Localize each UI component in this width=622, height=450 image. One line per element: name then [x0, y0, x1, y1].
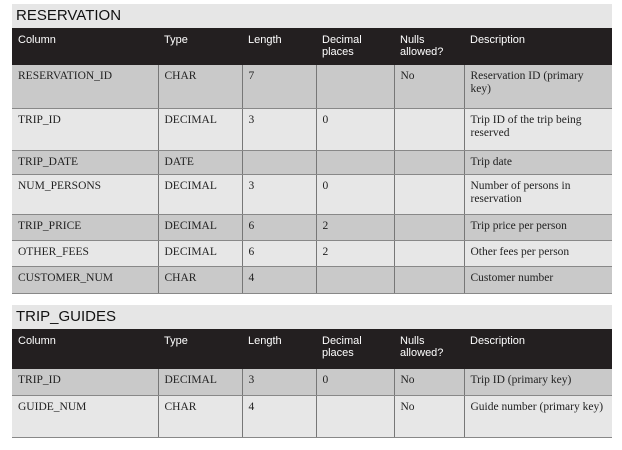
- cell: 6: [242, 240, 316, 266]
- cell: [316, 395, 394, 437]
- cell: Trip price per person: [464, 214, 612, 240]
- cell: [394, 108, 464, 150]
- reservation-section: [12, 4, 612, 294]
- type-header: Type: [158, 329, 242, 369]
- nulls-allowed-header: Nulls allowed?: [394, 329, 464, 369]
- table-row: [12, 150, 612, 174]
- cell: Other fees per person: [464, 240, 612, 266]
- header-row: [12, 329, 612, 369]
- cell: DECIMAL: [158, 214, 242, 240]
- cell: 4: [242, 395, 316, 437]
- cell: TRIP_DATE: [12, 150, 158, 174]
- cell: NUM_PERSONS: [12, 174, 158, 214]
- cell: [394, 150, 464, 174]
- cell: 2: [316, 214, 394, 240]
- length-header: Length: [242, 329, 316, 369]
- decimal-places-header: Decimal places: [316, 28, 394, 65]
- cell: [394, 240, 464, 266]
- description-header: Description: [464, 329, 612, 369]
- cell: DECIMAL: [158, 369, 242, 395]
- cell: 0: [316, 108, 394, 150]
- cell: CHAR: [158, 266, 242, 293]
- cell: 7: [242, 65, 316, 108]
- cell: DECIMAL: [158, 108, 242, 150]
- cell: No: [394, 369, 464, 395]
- cell: 3: [242, 108, 316, 150]
- cell: RESERVATION_ID: [12, 65, 158, 108]
- cell: GUIDE_NUM: [12, 395, 158, 437]
- cell: Trip ID of the trip being reserved: [464, 108, 612, 150]
- cell: 4: [242, 266, 316, 293]
- nulls-allowed-header: Nulls allowed?: [394, 28, 464, 65]
- length-header: Length: [242, 28, 316, 65]
- cell: OTHER_FEES: [12, 240, 158, 266]
- column-header: Column: [12, 28, 158, 65]
- cell: [394, 174, 464, 214]
- table-row: [12, 108, 612, 150]
- cell: DECIMAL: [158, 240, 242, 266]
- cell: TRIP_PRICE: [12, 214, 158, 240]
- table-row: [12, 369, 612, 395]
- table-row: [12, 214, 612, 240]
- table-row: [12, 395, 612, 437]
- cell: CHAR: [158, 65, 242, 108]
- cell: No: [394, 65, 464, 108]
- table-row: [12, 266, 612, 293]
- cell: Guide number (primary key): [464, 395, 612, 437]
- cell: 0: [316, 174, 394, 214]
- cell: 3: [242, 369, 316, 395]
- cell: Customer number: [464, 266, 612, 293]
- cell: [316, 150, 394, 174]
- cell: CUSTOMER_NUM: [12, 266, 158, 293]
- table-title: TRIP_GUIDES: [12, 305, 612, 329]
- cell: Trip date: [464, 150, 612, 174]
- table-row: [12, 240, 612, 266]
- cell: Trip ID (primary key): [464, 369, 612, 395]
- cell: No: [394, 395, 464, 437]
- cell: 3: [242, 174, 316, 214]
- trip-guides-table: [12, 329, 612, 438]
- cell: [394, 214, 464, 240]
- cell: 0: [316, 369, 394, 395]
- description-header: Description: [464, 28, 612, 65]
- type-header: Type: [158, 28, 242, 65]
- reservation-table: [12, 28, 612, 294]
- cell: [316, 65, 394, 108]
- cell: [394, 266, 464, 293]
- decimal-places-header: Decimal places: [316, 329, 394, 369]
- cell: 6: [242, 214, 316, 240]
- cell: [316, 266, 394, 293]
- column-header: Column: [12, 329, 158, 369]
- cell: DECIMAL: [158, 174, 242, 214]
- trip-guides-section: [12, 305, 612, 438]
- cell: CHAR: [158, 395, 242, 437]
- table-title: RESERVATION: [12, 4, 612, 28]
- table-row: [12, 174, 612, 214]
- cell: Number of persons in reservation: [464, 174, 612, 214]
- cell: [242, 150, 316, 174]
- header-row: [12, 28, 612, 65]
- cell: 2: [316, 240, 394, 266]
- cell: DATE: [158, 150, 242, 174]
- cell: TRIP_ID: [12, 369, 158, 395]
- cell: Reservation ID (primary key): [464, 65, 612, 108]
- cell: TRIP_ID: [12, 108, 158, 150]
- table-row: [12, 65, 612, 108]
